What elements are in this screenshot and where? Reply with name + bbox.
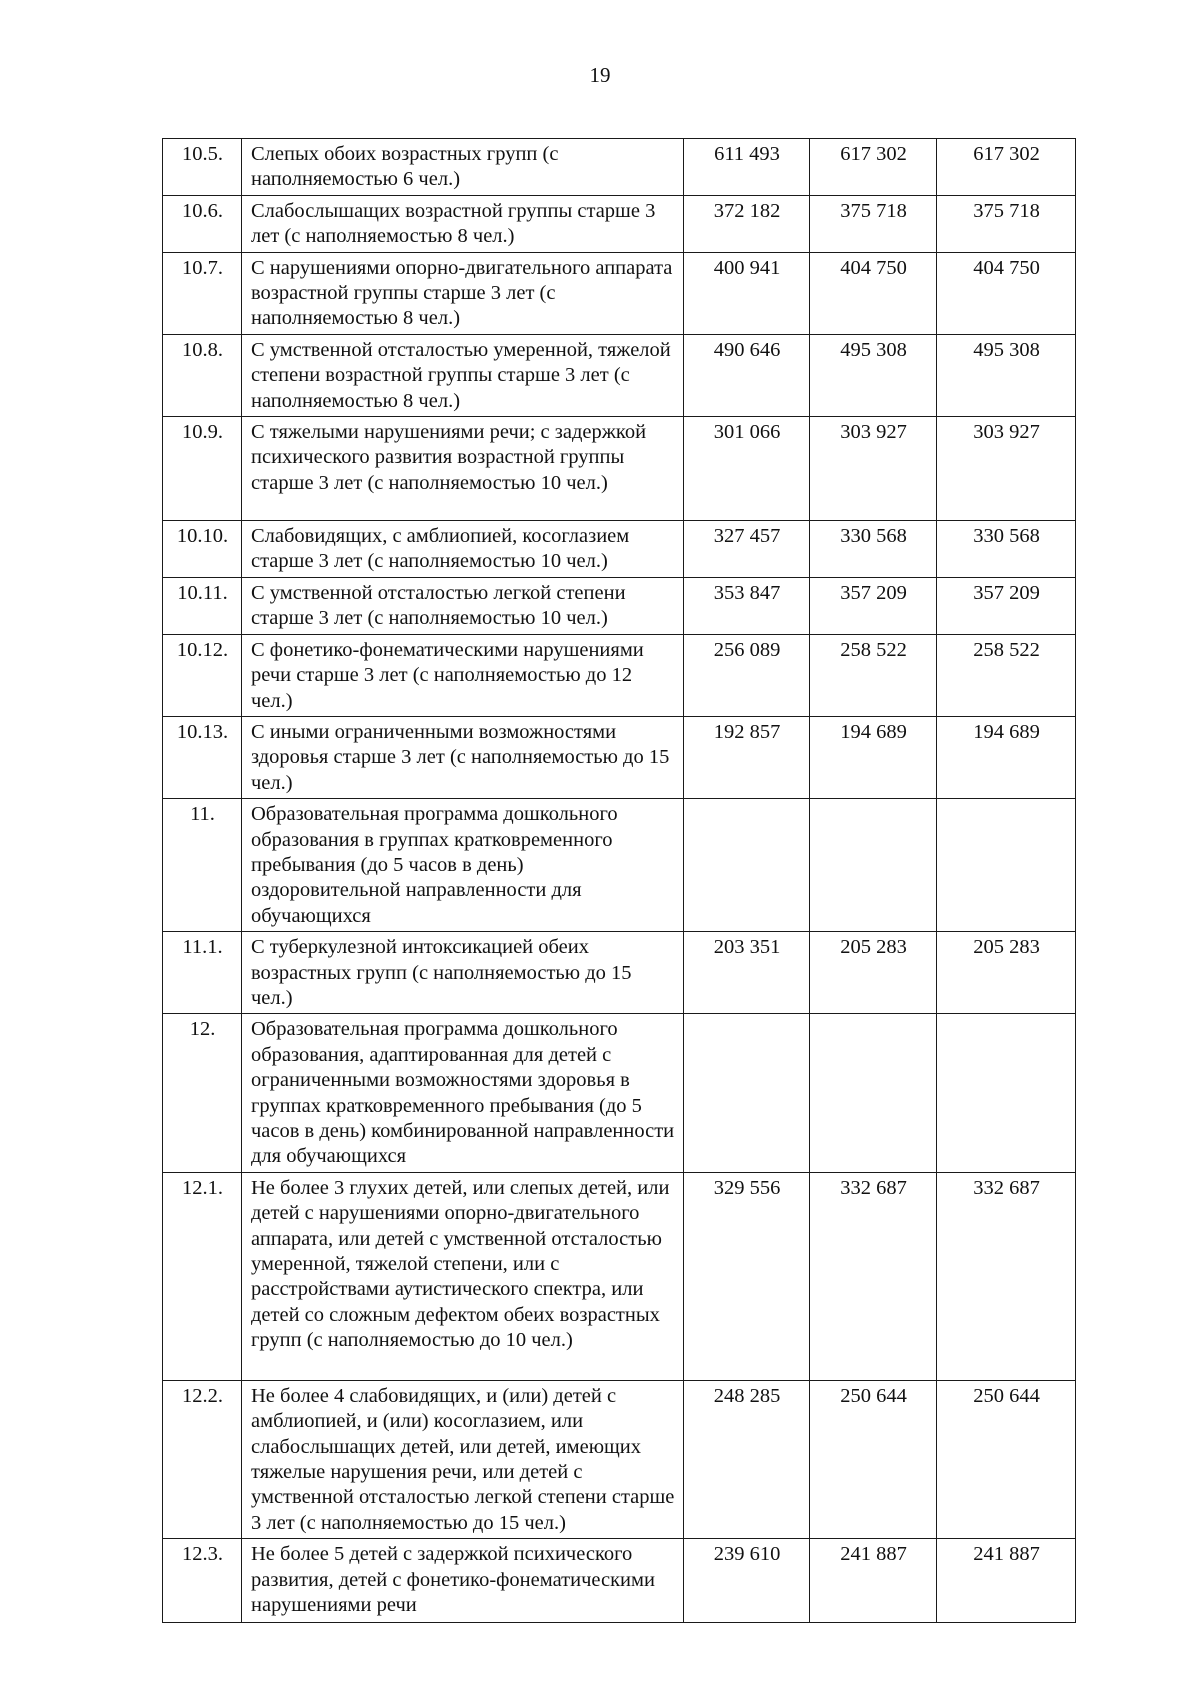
- row-description: С умственной отсталостью легкой степени старше 3 лет (с наполняемостью 10 чел.): [242, 577, 684, 634]
- row-value-3: [937, 1014, 1076, 1172]
- table-body: [163, 139, 1076, 1623]
- row-number: 10.6.: [163, 195, 242, 252]
- row-value-2: [810, 1014, 937, 1172]
- row-value-1: 327 457: [684, 521, 810, 578]
- row-value-3: 241 887: [937, 1539, 1076, 1623]
- row-value-2: 357 209: [810, 577, 937, 634]
- row-value-3: 332 687: [937, 1172, 1076, 1380]
- row-description: Не более 5 детей с задержкой психического развития, детей с фонетико-фонематическими нарушениями речи: [242, 1539, 684, 1623]
- table-row: [163, 417, 1076, 521]
- row-value-2: [810, 799, 937, 932]
- row-value-1: [684, 1014, 810, 1172]
- row-number: 10.7.: [163, 252, 242, 334]
- row-description: С туберкулезной интоксикацией обеих возрастных групп (с наполняемостью до 15 чел.): [242, 932, 684, 1014]
- row-description: Слепых обоих возрастных групп (с наполняемостью 6 чел.): [242, 139, 684, 196]
- table-row: [163, 799, 1076, 932]
- row-value-1: 301 066: [684, 417, 810, 521]
- table-row: [163, 1539, 1076, 1623]
- row-description: С фонетико-фонематическими нарушениями речи старше 3 лет (с наполняемостью до 12 чел.): [242, 634, 684, 716]
- row-value-1: 611 493: [684, 139, 810, 196]
- row-value-1: [684, 799, 810, 932]
- row-value-3: 303 927: [937, 417, 1076, 521]
- row-number: 12.1.: [163, 1172, 242, 1380]
- row-value-3: [937, 799, 1076, 932]
- row-value-1: 329 556: [684, 1172, 810, 1380]
- row-value-3: 404 750: [937, 252, 1076, 334]
- row-value-1: 192 857: [684, 716, 810, 798]
- row-description: Образовательная программа дошкольного образования, адаптированная для детей с ограниченными возможностями здоровья в группах кратковременного пребывания (до 5 часов в день) комбинированной направленности для обучающихся: [242, 1014, 684, 1172]
- row-value-2: 205 283: [810, 932, 937, 1014]
- row-value-1: 248 285: [684, 1380, 810, 1538]
- tariff-table: [162, 138, 1076, 1623]
- row-value-3: 330 568: [937, 521, 1076, 578]
- row-number: 12.: [163, 1014, 242, 1172]
- row-value-2: 194 689: [810, 716, 937, 798]
- row-number: 10.11.: [163, 577, 242, 634]
- row-number: 10.9.: [163, 417, 242, 521]
- row-value-3: 357 209: [937, 577, 1076, 634]
- row-value-2: 241 887: [810, 1539, 937, 1623]
- row-value-2: 332 687: [810, 1172, 937, 1380]
- row-value-3: 205 283: [937, 932, 1076, 1014]
- row-value-1: 239 610: [684, 1539, 810, 1623]
- row-number: 11.1.: [163, 932, 242, 1014]
- row-value-2: 258 522: [810, 634, 937, 716]
- row-number: 10.13.: [163, 716, 242, 798]
- row-number: 10.12.: [163, 634, 242, 716]
- row-value-1: 490 646: [684, 334, 810, 416]
- row-value-1: 256 089: [684, 634, 810, 716]
- row-value-3: 375 718: [937, 195, 1076, 252]
- table-row: [163, 634, 1076, 716]
- row-value-1: 353 847: [684, 577, 810, 634]
- row-description: С тяжелыми нарушениями речи; с задержкой психического развития возрастной группы старше 3 лет (с наполняемостью 10 чел.): [242, 417, 684, 521]
- row-description: Образовательная программа дошкольного образования в группах кратковременного пребывания (до 5 часов в день) оздоровительной направленности для обучающихся: [242, 799, 684, 932]
- row-number: 12.3.: [163, 1539, 242, 1623]
- table-row: [163, 716, 1076, 798]
- row-value-1: 400 941: [684, 252, 810, 334]
- row-description: Слабослышащих возрастной группы старше 3 лет (с наполняемостью 8 чел.): [242, 195, 684, 252]
- row-value-2: 375 718: [810, 195, 937, 252]
- table-row: [163, 1014, 1076, 1172]
- row-value-3: 617 302: [937, 139, 1076, 196]
- row-value-1: 372 182: [684, 195, 810, 252]
- row-description: Не более 3 глухих детей, или слепых детей, или детей с нарушениями опорно-двигательного аппарата, или детей с умственной отсталостью умеренной, тяжелой степени, или с расстройствами аутистического спектра, или детей со сложным дефектом обеих возрастных групп (с наполняемостью до 10 чел.): [242, 1172, 684, 1380]
- row-value-2: 404 750: [810, 252, 937, 334]
- row-value-3: 258 522: [937, 634, 1076, 716]
- row-value-1: 203 351: [684, 932, 810, 1014]
- table-row: [163, 334, 1076, 416]
- row-value-3: 495 308: [937, 334, 1076, 416]
- page-number: 19: [589, 63, 611, 87]
- row-number: 10.5.: [163, 139, 242, 196]
- table-row: [163, 195, 1076, 252]
- row-number: 11.: [163, 799, 242, 932]
- row-number: 10.10.: [163, 521, 242, 578]
- row-value-3: 194 689: [937, 716, 1076, 798]
- row-description: С умственной отсталостью умеренной, тяжелой степени возрастной группы старше 3 лет (с наполняемостью 8 чел.): [242, 334, 684, 416]
- row-value-2: 303 927: [810, 417, 937, 521]
- row-description: С нарушениями опорно-двигательного аппарата возрастной группы старше 3 лет (с наполняемостью 8 чел.): [242, 252, 684, 334]
- table-row: [163, 252, 1076, 334]
- row-number: 12.2.: [163, 1380, 242, 1538]
- row-description: С иными ограниченными возможностями здоровья старше 3 лет (с наполняемостью до 15 чел.): [242, 716, 684, 798]
- row-number: 10.8.: [163, 334, 242, 416]
- table-row: [163, 521, 1076, 578]
- table-row: [163, 1172, 1076, 1380]
- row-value-2: 617 302: [810, 139, 937, 196]
- row-value-2: 330 568: [810, 521, 937, 578]
- row-value-2: 495 308: [810, 334, 937, 416]
- row-value-3: 250 644: [937, 1380, 1076, 1538]
- row-value-2: 250 644: [810, 1380, 937, 1538]
- table-row: [163, 577, 1076, 634]
- row-description: Не более 4 слабовидящих, и (или) детей с амблиопией, и (или) косоглазием, или слабослышащих детей, или детей, имеющих тяжелые нарушения речи, или детей с умственной отсталостью легкой степени старше 3 лет (с наполняемостью до 15 чел.): [242, 1380, 684, 1538]
- table-row: [163, 1380, 1076, 1538]
- table-row: [163, 932, 1076, 1014]
- row-description: Слабовидящих, с амблиопией, косоглазием старше 3 лет (с наполняемостью 10 чел.): [242, 521, 684, 578]
- table-row: [163, 139, 1076, 196]
